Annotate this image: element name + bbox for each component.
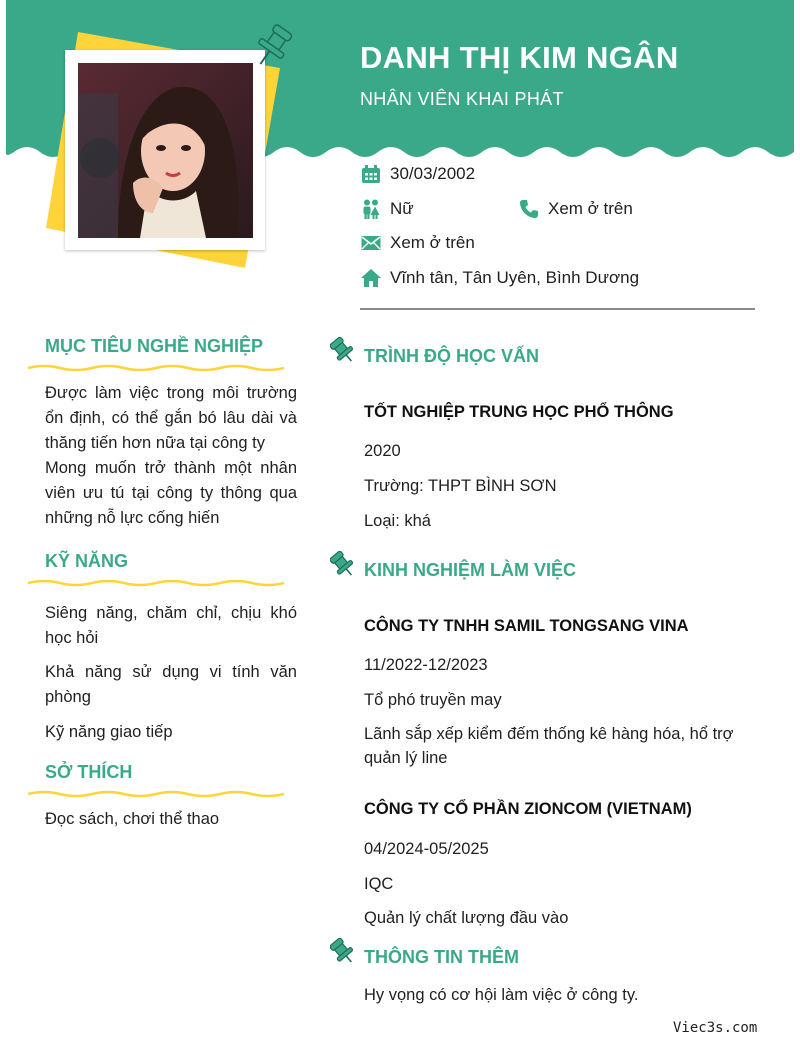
additional-title: THÔNG TIN THÊM: [364, 947, 519, 967]
email-value: Xem ở trên: [390, 233, 475, 252]
job-position: IQC: [364, 875, 394, 893]
job-position: Tổ phó truyền may: [364, 691, 502, 709]
skill-item: Kỹ năng giao tiếp: [45, 723, 173, 741]
home-icon: [360, 268, 382, 288]
people-icon: [360, 199, 382, 219]
education-title: TRÌNH ĐỘ HỌC VẤN: [364, 346, 539, 366]
job-company: CÔNG TY CỔ PHẦN ZIONCOM (VIETNAM): [364, 800, 692, 818]
candidate-name: DANH THỊ KIM NGÂN: [360, 40, 679, 75]
job-description: Quản lý chất lượng đầu vào: [364, 909, 569, 927]
experience-title: KINH NGHIỆM LÀM VIỆC: [364, 560, 577, 580]
objective-text: [45, 381, 297, 531]
gender-value: Nữ: [390, 199, 414, 218]
education-grade: Loại: khá: [364, 512, 431, 530]
email-row: [360, 233, 475, 253]
gender-row: [360, 199, 414, 219]
pushpin-icon: [330, 551, 356, 579]
pushpin-icon: [330, 938, 356, 966]
objective-line: Được làm việc trong môi trường ổn định, có thể gắn bó lâu dài và thăng tiến hơn nữa tại công ty: [45, 384, 297, 452]
watermark: Viec3s.com: [673, 1020, 758, 1036]
skill-item: Khả năng sử dụng vi tính văn phòng: [45, 663, 297, 706]
skills-underline: [28, 578, 284, 588]
objective-underline: [28, 363, 284, 373]
phone-row: [518, 199, 633, 219]
objective-title: MỤC TIÊU NGHỀ NGHIỆP: [45, 336, 264, 356]
address-row: [360, 268, 639, 288]
birthday-row: [360, 164, 475, 184]
skills-title: KỸ NĂNG: [45, 551, 129, 571]
photo-card: [65, 50, 265, 250]
education-school: Trường: THPT BÌNH SƠN: [364, 477, 557, 495]
photo-frame: [40, 28, 300, 278]
education-degree: TỐT NGHIỆP TRUNG HỌC PHỔ THÔNG: [364, 403, 674, 421]
job-description: Lãnh sắp xếp kiểm đếm thống kê hàng hóa, hổ trợ quản lý line: [364, 725, 734, 767]
hobbies-title: SỞ THÍCH: [45, 762, 133, 782]
job-title: NHÂN VIÊN KHAI PHÁT: [360, 89, 564, 109]
address-value: Vĩnh tân, Tân Uyên, Bình Dương: [390, 268, 640, 287]
phone-icon: [518, 199, 540, 219]
envelope-icon: [360, 233, 382, 253]
education-year: 2020: [364, 442, 401, 460]
hobbies-underline: [28, 789, 284, 799]
skill-item: Siêng năng, chăm chỉ, chịu khó học hỏi: [45, 604, 297, 647]
phone-value: Xem ở trên: [548, 199, 633, 218]
job-period: 11/2022-12/2023: [364, 656, 488, 674]
profile-photo: [78, 63, 253, 238]
hobbies-text: Đọc sách, chơi thể thao: [45, 810, 220, 828]
calendar-icon: [360, 164, 382, 184]
additional-text: Hy vọng có cơ hội làm việc ở công ty.: [364, 986, 639, 1004]
job-company: CÔNG TY TNHH SAMIL TONGSANG VINA: [364, 617, 689, 635]
pushpin-icon: [250, 22, 296, 70]
pushpin-icon: [330, 337, 356, 365]
header-divider: [360, 308, 755, 310]
birthday-value: 30/03/2002: [390, 164, 476, 183]
job-period: 04/2024-05/2025: [364, 840, 489, 858]
objective-line: Mong muốn trở thành một nhân viên ưu tú tại công ty thông qua những nỗ lực cống hiến: [45, 459, 297, 527]
